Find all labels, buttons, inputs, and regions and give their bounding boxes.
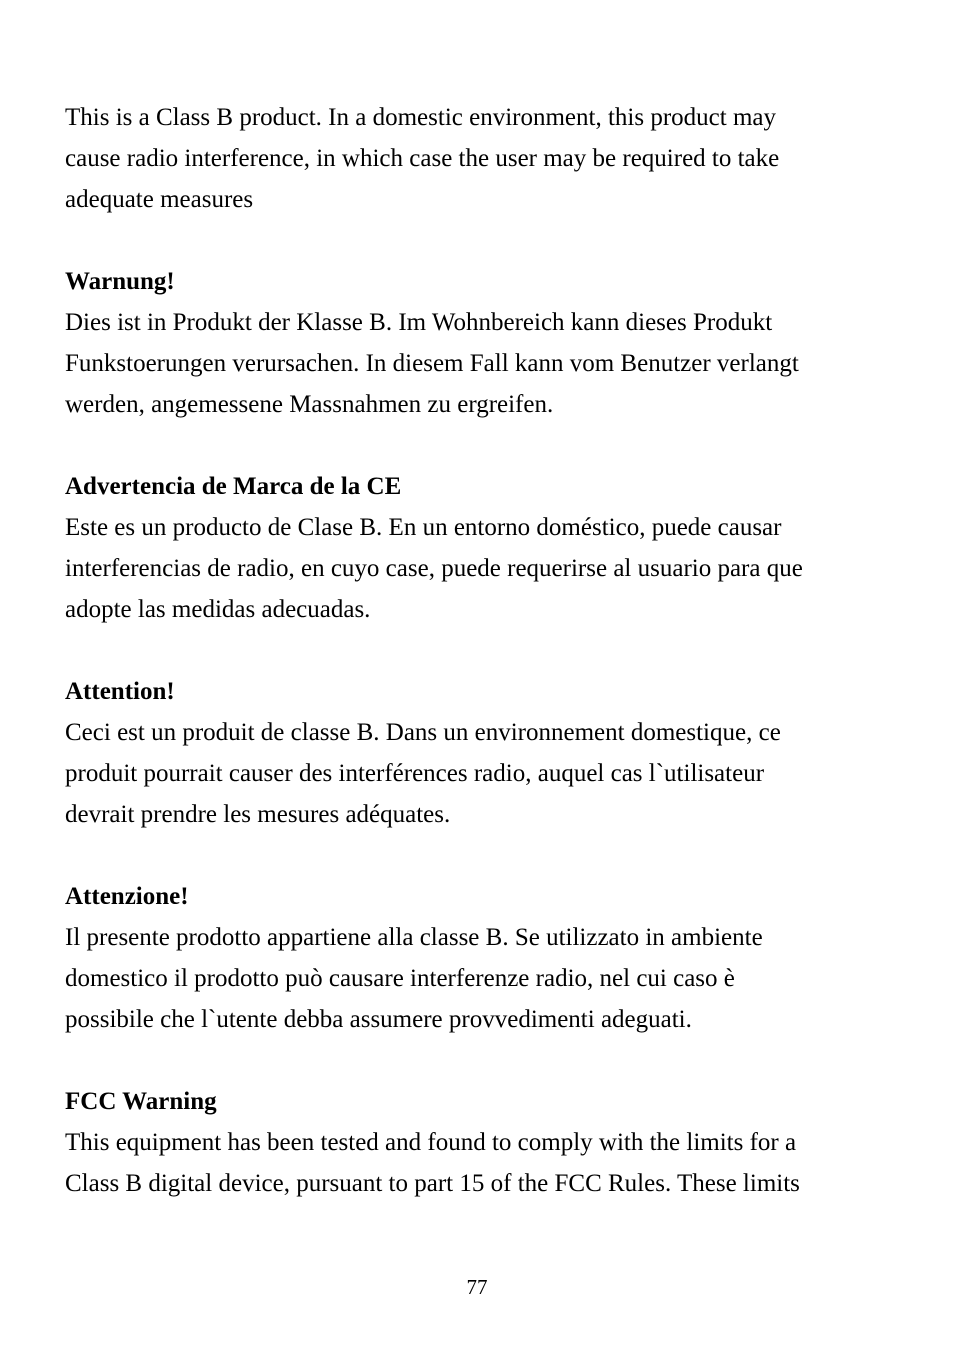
- fcc-warning-line: Class B digital device, pursuant to part 15 of the FCC Rules. These limits: [65, 1170, 800, 1197]
- italian-warning-line: possibile che l`utente debba assumere provvedimenti adeguati.: [65, 1006, 692, 1033]
- section-spacer: [65, 630, 895, 671]
- italian-warning-heading: Attenzione!: [65, 883, 189, 910]
- italian-warning-line: domestico il prodotto può causare interferenze radio, nel cui caso è: [65, 965, 735, 992]
- fcc-warning-line: This equipment has been tested and found to comply with the limits for a: [65, 1129, 797, 1156]
- section-spacer: [65, 835, 895, 876]
- spanish-warning-section: [65, 466, 895, 630]
- french-warning-line: produit pourrait causer des interférences radio, auquel cas l`utilisateur: [65, 760, 765, 787]
- page-number: 77: [466, 1275, 488, 1299]
- italian-warning-section: [65, 876, 895, 1040]
- german-warning-heading: Warnung!: [65, 268, 175, 295]
- german-warning-section: [65, 261, 895, 425]
- spanish-warning-line: Este es un producto de Clase B. En un entorno doméstico, puede causar: [65, 514, 782, 541]
- german-warning-line: werden, angemessene Massnahmen zu ergreifen.: [65, 391, 554, 418]
- document-page: [65, 97, 895, 1204]
- intro-line: adequate measures: [65, 186, 254, 213]
- italian-warning-line: Il presente prodotto appartiene alla classe B. Se utilizzato in ambiente: [65, 924, 763, 951]
- german-warning-line: Dies ist in Produkt der Klasse B. Im Wohnbereich kann dieses Produkt: [65, 309, 773, 336]
- spanish-warning-line: adopte las medidas adecuadas.: [65, 596, 371, 623]
- french-warning-heading: Attention!: [65, 678, 175, 705]
- section-spacer: [65, 425, 895, 466]
- french-warning-line: Ceci est un produit de classe B. Dans un environnement domestique, ce: [65, 719, 781, 746]
- intro-line: cause radio interference, in which case the user may be required to take: [65, 145, 780, 172]
- german-warning-line: Funkstoerungen verursachen. In diesem Fall kann vom Benutzer verlangt: [65, 350, 799, 377]
- french-warning-line: devrait prendre les mesures adéquates.: [65, 801, 451, 828]
- section-spacer: [65, 220, 895, 261]
- fcc-warning-heading: FCC Warning: [65, 1088, 217, 1115]
- intro-line: This is a Class B product. In a domestic environment, this product may: [65, 104, 776, 131]
- spanish-warning-line: interferencias de radio, en cuyo case, puede requerirse al usuario para que: [65, 555, 803, 582]
- french-warning-section: [65, 671, 895, 835]
- section-spacer: [65, 1040, 895, 1081]
- intro-section: [65, 97, 895, 220]
- fcc-warning-section: [65, 1081, 895, 1204]
- spanish-warning-heading: Advertencia de Marca de la CE: [65, 473, 402, 500]
